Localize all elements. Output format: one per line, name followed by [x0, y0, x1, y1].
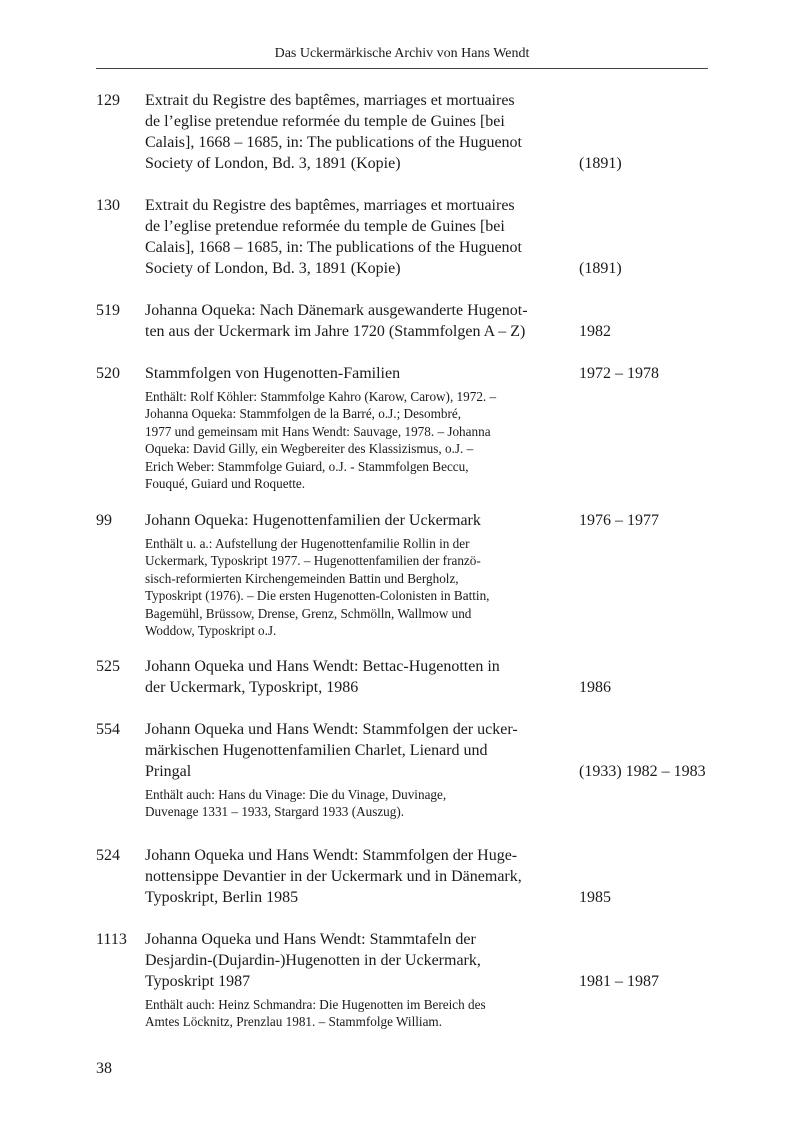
entry-body: [145, 845, 575, 908]
entry-date: 1976 – 1977: [579, 512, 659, 529]
entry-title: Johann Oqueka und Hans Wendt: Bettac-Hugenotten in der Uckermark, Typoskript, 1986: [145, 658, 500, 696]
entry-date: (1933) 1982 – 1983: [579, 763, 706, 780]
entry-date: 1981 – 1987: [579, 973, 659, 990]
header-rule: [96, 68, 708, 69]
entry-note: Enthält auch: Hans du Vinage: Die du Vinage, Duvinage, Duvenage 1331 – 1933, Stargard 1933 (Auszug).: [145, 787, 447, 820]
entry-body: [145, 195, 575, 279]
entry-body: [145, 510, 575, 639]
entry-date: 1982: [579, 323, 611, 340]
entry-title: Johann Oqueka und Hans Wendt: Stammfolgen der ucker- märkischen Hugenottenfamilien Charlet, Lienard und Pringal: [145, 721, 518, 780]
entry-number: 554: [96, 721, 120, 738]
entry-number: 525: [96, 658, 120, 675]
entry-number: 129: [96, 92, 120, 109]
page-number: 38: [96, 1060, 112, 1077]
entry-number: 524: [96, 847, 120, 864]
archive-entry: [96, 929, 659, 1031]
entry-date: 1985: [579, 889, 611, 906]
entry-note: Enthält: Rolf Köhler: Stammfolge Kahro (Karow, Carow), 1972. – Johanna Oqueka: Stammfolgen de la Barré, o.J.; Desombré, 1977 und gemeinsam mit Hans Wendt: Sauvage, 1978. – Johanna Oqueka: David Gilly, ein Wegbereiter des Klassizismus, o.J. – Erich Weber: Stammfolge Guiard, o.J. - Stammfolgen Beccu, Fouqué, Guiard und Roquette.: [145, 389, 497, 492]
entry-body: [145, 656, 575, 698]
archive-entry: [96, 510, 659, 639]
archive-entry: [96, 363, 659, 492]
archive-entry: [96, 656, 611, 698]
archive-entry: [96, 90, 622, 174]
entry-date: (1891): [579, 260, 622, 277]
archive-entry: [96, 719, 706, 821]
entry-date: 1986: [579, 679, 611, 696]
entry-title: Johann Oqueka und Hans Wendt: Stammfolgen der Huge- nottensippe Devantier in der Uckermark und in Dänemark, Typoskript, Berlin 1985: [145, 847, 522, 906]
archive-entry: [96, 195, 622, 279]
running-header: Das Uckermärkische Archiv von Hans Wendt: [274, 46, 530, 61]
entry-body: [145, 90, 575, 174]
entry-title: Extrait du Registre des baptêmes, marriages et mortuaires de l’eglise pretendue reformée du temple de Guines [bei Calais], 1668 – 1685, in: The publications of the Huguenot Society of London, Bd. 3, 1891 (Kopie): [145, 197, 522, 277]
entry-body: [145, 363, 575, 492]
entry-title: Johanna Oqueka: Nach Dänemark ausgewanderte Hugenot- ten aus der Uckermark im Jahre 1720 (Stammfolgen A – Z): [145, 302, 528, 340]
entry-body: [145, 929, 575, 1031]
archive-entry: [96, 300, 611, 342]
entry-note: Enthält auch: Heinz Schmandra: Die Hugenotten im Bereich des Amtes Löcknitz, Prenzlau 1981. – Stammfolge William.: [145, 997, 486, 1030]
entry-number: 519: [96, 302, 120, 319]
entry-body: [145, 300, 575, 342]
entry-number: 520: [96, 365, 120, 382]
entry-title: Johanna Oqueka und Hans Wendt: Stammtafeln der Desjardin-(Dujardin-)Hugenotten in der Uckermark, Typoskript 1987: [145, 931, 481, 990]
entry-body: [145, 719, 575, 821]
archive-entry: [96, 845, 611, 908]
entry-date: 1972 – 1978: [579, 365, 659, 382]
entry-number: 1113: [96, 931, 127, 948]
entry-title: Stammfolgen von Hugenotten-Familien: [145, 365, 401, 382]
entry-title: Extrait du Registre des baptêmes, marriages et mortuaires de l’eglise pretendue reformée du temple de Guines [bei Calais], 1668 – 1685, in: The publications of the Huguenot Society of London, Bd. 3, 1891 (Kopie): [145, 92, 522, 172]
entry-number: 99: [96, 512, 112, 529]
entry-date: (1891): [579, 155, 622, 172]
entry-number: 130: [96, 197, 120, 214]
entry-title: Johann Oqueka: Hugenottenfamilien der Uckermark: [145, 512, 481, 529]
entry-note: Enthält u. a.: Aufstellung der Hugenottenfamilie Rollin in der Uckermark, Typoskript 1977. – Hugenottenfamilien der franzö- sisch-reformierten Kirchengemeinden Battin und Bergholz, Typoskript (1976). – Die ersten Hugenotten-Colonisten in Battin, Bagemühl, Brüssow, Drense, Grenz, Schmölln, Wallmow und Woddow, Typoskript o.J.: [145, 536, 490, 639]
